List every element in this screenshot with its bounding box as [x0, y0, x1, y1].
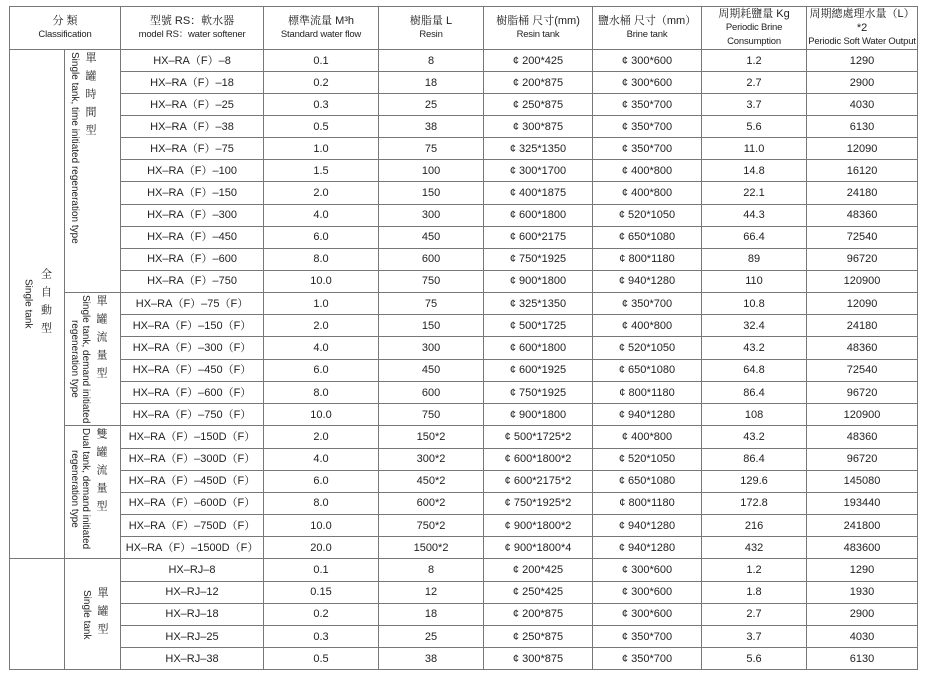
header-label-zh: 鹽水桶 尺寸（mm）	[597, 15, 697, 27]
table-row	[10, 248, 918, 270]
brine-tank-cell: ¢ 520*1050	[593, 204, 702, 226]
model-cell: HX–RA（F）–1500D（F）	[121, 537, 264, 559]
flow-cell: 10.0	[264, 404, 379, 426]
resin-tank-cell: ¢ 600*1800	[484, 204, 593, 226]
brine-tank-cell: ¢ 300*600	[593, 603, 702, 625]
brine-tank-cell: ¢ 300*600	[593, 559, 702, 581]
resin-tank-cell: ¢ 600*1800	[484, 337, 593, 359]
header-label-en: Resin tank	[516, 29, 560, 40]
table-row	[10, 603, 918, 625]
header-label-en: model RS：water softener	[138, 29, 246, 40]
brine-consumption-cell: 86.4	[702, 448, 807, 470]
resin-cell: 450	[379, 226, 484, 248]
output-cell: 24180	[807, 182, 918, 204]
resin-tank-cell: ¢ 250*425	[484, 581, 593, 603]
flow-cell: 4.0	[264, 337, 379, 359]
flow-cell: 8.0	[264, 381, 379, 403]
resin-tank-cell: ¢ 600*2175*2	[484, 470, 593, 492]
resin-tank-cell: ¢ 600*1800*2	[484, 448, 593, 470]
resin-cell: 300*2	[379, 448, 484, 470]
flow-cell: 0.2	[264, 603, 379, 625]
resin-cell: 8	[379, 559, 484, 581]
subgroup-label-zh: 單罐時間型	[84, 52, 96, 142]
resin-cell: 8	[379, 50, 484, 72]
brine-tank-cell: ¢ 400*800	[593, 315, 702, 337]
brine-consumption-cell: 66.4	[702, 226, 807, 248]
brine-tank-cell: ¢ 940*1280	[593, 537, 702, 559]
table-row	[10, 293, 918, 315]
brine-consumption-cell: 172.8	[702, 492, 807, 514]
resin-cell: 18	[379, 72, 484, 94]
brine-consumption-cell: 2.7	[702, 72, 807, 94]
output-cell: 1930	[807, 581, 918, 603]
header-label-zh: 分 類	[52, 15, 78, 27]
output-cell: 193440	[807, 492, 918, 514]
brine-consumption-cell: 1.2	[702, 50, 807, 72]
model-cell: HX–RJ–12	[121, 581, 264, 603]
header-flow	[264, 7, 379, 50]
resin-cell: 38	[379, 648, 484, 670]
model-cell: HX–RA（F）–150	[121, 182, 264, 204]
brine-consumption-cell: 10.8	[702, 293, 807, 315]
table-row	[10, 116, 918, 138]
brine-tank-cell: ¢ 520*1050	[593, 448, 702, 470]
resin-tank-cell: ¢ 325*1350	[484, 138, 593, 160]
flow-cell: 6.0	[264, 470, 379, 492]
flow-cell: 1.5	[264, 160, 379, 182]
flow-cell: 8.0	[264, 248, 379, 270]
resin-cell: 450*2	[379, 470, 484, 492]
brine-consumption-cell: 1.2	[702, 559, 807, 581]
table-row	[10, 337, 918, 359]
model-cell: HX–RJ–25	[121, 625, 264, 647]
flow-cell: 2.0	[264, 426, 379, 448]
model-cell: HX–RA（F）–450	[121, 226, 264, 248]
output-cell: 72540	[807, 359, 918, 381]
output-cell: 96720	[807, 448, 918, 470]
header-label-en: Brine tank	[626, 29, 668, 40]
table-row	[10, 492, 918, 514]
header-brine-consumption	[702, 7, 807, 50]
output-cell: 4030	[807, 94, 918, 116]
flow-cell: 0.15	[264, 581, 379, 603]
subgroup-label-en: Single tank, time initiated regeneration type	[69, 52, 80, 244]
table-row	[10, 226, 918, 248]
output-cell: 48360	[807, 426, 918, 448]
flow-cell: 4.0	[264, 204, 379, 226]
model-cell: HX–RA（F）–450D（F）	[121, 470, 264, 492]
model-cell: HX–RA（F）–100	[121, 160, 264, 182]
header-label-en: Resin	[419, 29, 443, 40]
flow-cell: 1.0	[264, 293, 379, 315]
table-row	[10, 270, 918, 292]
resin-cell: 25	[379, 625, 484, 647]
subgroup-label-zh: 雙罐流量型	[95, 428, 107, 519]
model-cell: HX–RA（F）–25	[121, 94, 264, 116]
main-group-cell	[10, 50, 65, 559]
model-cell: HX–RA（F）–600	[121, 248, 264, 270]
resin-tank-cell: ¢ 300*875	[484, 116, 593, 138]
brine-consumption-cell: 3.7	[702, 94, 807, 116]
resin-tank-cell: ¢ 200*425	[484, 559, 593, 581]
spec-table	[9, 6, 918, 670]
output-cell: 1290	[807, 50, 918, 72]
brine-tank-cell: ¢ 350*700	[593, 116, 702, 138]
resin-tank-cell: ¢ 200*875	[484, 603, 593, 625]
flow-cell: 0.5	[264, 648, 379, 670]
resin-cell: 450	[379, 359, 484, 381]
flow-cell: 6.0	[264, 226, 379, 248]
brine-consumption-cell: 14.8	[702, 160, 807, 182]
flow-cell: 0.2	[264, 72, 379, 94]
resin-tank-cell: ¢ 900*1800	[484, 404, 593, 426]
output-cell: 2900	[807, 72, 918, 94]
brine-consumption-cell: 44.3	[702, 204, 807, 226]
output-cell: 2900	[807, 603, 918, 625]
output-cell: 16120	[807, 160, 918, 182]
flow-cell: 0.3	[264, 625, 379, 647]
table-row	[10, 182, 918, 204]
header-label-en: Classification	[38, 29, 92, 40]
resin-cell: 750	[379, 404, 484, 426]
resin-tank-cell: ¢ 600*1925	[484, 359, 593, 381]
output-cell: 72540	[807, 226, 918, 248]
brine-consumption-cell: 108	[702, 404, 807, 426]
table-row	[10, 94, 918, 116]
brine-consumption-cell: 64.8	[702, 359, 807, 381]
header-label-zh: 周期總處理水量（L）*2	[809, 8, 915, 34]
model-cell: HX–RA（F）–75	[121, 138, 264, 160]
resin-cell: 600*2	[379, 492, 484, 514]
header-brine-tank	[593, 7, 702, 50]
table-row	[10, 559, 918, 581]
resin-tank-cell: ¢ 750*1925*2	[484, 492, 593, 514]
output-cell: 4030	[807, 625, 918, 647]
flow-cell: 10.0	[264, 515, 379, 537]
model-cell: HX–RA（F）–750D（F）	[121, 515, 264, 537]
model-cell: HX–RA（F）–150（F）	[121, 315, 264, 337]
resin-tank-cell: ¢ 400*1875	[484, 182, 593, 204]
resin-cell: 12	[379, 581, 484, 603]
resin-cell: 600	[379, 381, 484, 403]
model-cell: HX–RA（F）–450（F）	[121, 359, 264, 381]
table-row	[10, 448, 918, 470]
header-label-zh: 標準流量 M³h	[288, 15, 355, 27]
brine-consumption-cell: 3.7	[702, 625, 807, 647]
flow-cell: 0.1	[264, 50, 379, 72]
main-group-label-en: Single tank	[22, 279, 34, 329]
main-group-label-zh: 全自動型	[39, 268, 52, 341]
resin-tank-cell: ¢ 900*1800*4	[484, 537, 593, 559]
flow-cell: 2.0	[264, 182, 379, 204]
brine-consumption-cell: 110	[702, 270, 807, 292]
table-row	[10, 515, 918, 537]
resin-cell: 600	[379, 248, 484, 270]
resin-tank-cell: ¢ 750*1925	[484, 381, 593, 403]
output-cell: 145080	[807, 470, 918, 492]
brine-consumption-cell: 43.2	[702, 337, 807, 359]
subgroup-cell	[65, 50, 121, 293]
flow-cell: 2.0	[264, 315, 379, 337]
output-cell: 120900	[807, 270, 918, 292]
brine-tank-cell: ¢ 400*800	[593, 426, 702, 448]
brine-tank-cell: ¢ 400*800	[593, 182, 702, 204]
resin-tank-cell: ¢ 325*1350	[484, 293, 593, 315]
output-cell: 12090	[807, 293, 918, 315]
model-cell: HX–RA（F）–38	[121, 116, 264, 138]
brine-tank-cell: ¢ 650*1080	[593, 226, 702, 248]
subgroup-cell	[65, 559, 121, 670]
table-body	[10, 50, 918, 670]
brine-consumption-cell: 5.6	[702, 648, 807, 670]
model-cell: HX–RA（F）–8	[121, 50, 264, 72]
resin-cell: 300	[379, 337, 484, 359]
table-row	[10, 625, 918, 647]
resin-tank-cell: ¢ 200*875	[484, 72, 593, 94]
table-row	[10, 537, 918, 559]
subgroup-label-en: Single tank, demand initiated regeneration type	[69, 295, 91, 424]
header-label-zh: 型號 RS：軟水器	[149, 15, 235, 27]
brine-tank-cell: ¢ 650*1080	[593, 470, 702, 492]
model-cell: HX–RA（F）–150D（F）	[121, 426, 264, 448]
table-row	[10, 470, 918, 492]
header-model	[121, 7, 264, 50]
header-label-en: Standard water flow	[280, 29, 362, 40]
resin-cell: 750	[379, 270, 484, 292]
resin-tank-cell: ¢ 200*425	[484, 50, 593, 72]
table-row	[10, 404, 918, 426]
output-cell: 120900	[807, 404, 918, 426]
flow-cell: 8.0	[264, 492, 379, 514]
brine-tank-cell: ¢ 300*600	[593, 72, 702, 94]
brine-tank-cell: ¢ 350*700	[593, 625, 702, 647]
resin-tank-cell: ¢ 250*875	[484, 94, 593, 116]
resin-cell: 75	[379, 293, 484, 315]
main-group-cell-blank	[10, 559, 65, 670]
resin-tank-cell: ¢ 900*1800*2	[484, 515, 593, 537]
brine-consumption-cell: 1.8	[702, 581, 807, 603]
subgroup-label-en: Single tank	[81, 589, 92, 640]
resin-cell: 750*2	[379, 515, 484, 537]
brine-consumption-cell: 89	[702, 248, 807, 270]
output-cell: 1290	[807, 559, 918, 581]
resin-cell: 38	[379, 116, 484, 138]
resin-tank-cell: ¢ 600*2175	[484, 226, 593, 248]
resin-tank-cell: ¢ 750*1925	[484, 248, 593, 270]
header-resin-tank	[484, 7, 593, 50]
model-cell: HX–RA（F）–600D（F）	[121, 492, 264, 514]
model-cell: HX–RA（F）–75（F）	[121, 293, 264, 315]
brine-consumption-cell: 2.7	[702, 603, 807, 625]
header-row	[10, 7, 918, 50]
output-cell: 48360	[807, 204, 918, 226]
resin-tank-cell: ¢ 500*1725*2	[484, 426, 593, 448]
brine-consumption-cell: 129.6	[702, 470, 807, 492]
table-row	[10, 359, 918, 381]
flow-cell: 10.0	[264, 270, 379, 292]
header-resin	[379, 7, 484, 50]
model-cell: HX–RA（F）–18	[121, 72, 264, 94]
subgroup-label-en: Dual tank, demand initiated regeneration type	[69, 428, 91, 550]
brine-tank-cell: ¢ 350*700	[593, 648, 702, 670]
output-cell: 48360	[807, 337, 918, 359]
header-label-zh: 樹脂桶 尺寸(mm)	[496, 15, 580, 27]
flow-cell: 4.0	[264, 448, 379, 470]
brine-consumption-cell: 216	[702, 515, 807, 537]
output-cell: 24180	[807, 315, 918, 337]
brine-consumption-cell: 86.4	[702, 381, 807, 403]
output-cell: 241800	[807, 515, 918, 537]
table-row	[10, 72, 918, 94]
brine-consumption-cell: 432	[702, 537, 807, 559]
model-cell: HX–RJ–8	[121, 559, 264, 581]
flow-cell: 6.0	[264, 359, 379, 381]
output-cell: 6130	[807, 648, 918, 670]
brine-tank-cell: ¢ 940*1280	[593, 515, 702, 537]
resin-cell: 100	[379, 160, 484, 182]
resin-cell: 25	[379, 94, 484, 116]
brine-tank-cell: ¢ 800*1180	[593, 492, 702, 514]
table-row	[10, 381, 918, 403]
output-cell: 483600	[807, 537, 918, 559]
brine-consumption-cell: 5.6	[702, 116, 807, 138]
output-cell: 12090	[807, 138, 918, 160]
brine-tank-cell: ¢ 940*1280	[593, 270, 702, 292]
flow-cell: 1.0	[264, 138, 379, 160]
resin-cell: 150	[379, 182, 484, 204]
flow-cell: 20.0	[264, 537, 379, 559]
resin-tank-cell: ¢ 900*1800	[484, 270, 593, 292]
brine-tank-cell: ¢ 800*1180	[593, 381, 702, 403]
table-row	[10, 160, 918, 182]
model-cell: HX–RA（F）–750	[121, 270, 264, 292]
flow-cell: 0.3	[264, 94, 379, 116]
subgroup-cell	[65, 426, 121, 559]
resin-tank-cell: ¢ 300*875	[484, 648, 593, 670]
brine-tank-cell: ¢ 940*1280	[593, 404, 702, 426]
header-label-zh: 樹脂量 L	[409, 15, 453, 27]
brine-tank-cell: ¢ 650*1080	[593, 359, 702, 381]
resin-cell: 150*2	[379, 426, 484, 448]
resin-cell: 75	[379, 138, 484, 160]
header-label-en: Periodic Brine Consumption	[725, 22, 783, 47]
flow-cell: 0.1	[264, 559, 379, 581]
brine-tank-cell: ¢ 350*700	[593, 94, 702, 116]
flow-cell: 0.5	[264, 116, 379, 138]
table-row	[10, 204, 918, 226]
brine-tank-cell: ¢ 400*800	[593, 160, 702, 182]
subgroup-label-zh: 單罐流量型	[95, 295, 107, 385]
resin-tank-cell: ¢ 500*1725	[484, 315, 593, 337]
model-cell: HX–RA（F）–750（F）	[121, 404, 264, 426]
table-row	[10, 426, 918, 448]
header-label-en: Periodic Soft Water Output	[808, 36, 916, 47]
resin-tank-cell: ¢ 300*1700	[484, 160, 593, 182]
header-label-zh: 周期耗鹽量 Kg	[718, 8, 790, 20]
table-row	[10, 581, 918, 603]
brine-consumption-cell: 11.0	[702, 138, 807, 160]
table-row	[10, 50, 918, 72]
output-cell: 96720	[807, 381, 918, 403]
model-cell: HX–RJ–38	[121, 648, 264, 670]
header-classification	[10, 7, 121, 50]
brine-tank-cell: ¢ 350*700	[593, 293, 702, 315]
model-cell: HX–RA（F）–300	[121, 204, 264, 226]
table-row	[10, 648, 918, 670]
brine-tank-cell: ¢ 350*700	[593, 138, 702, 160]
resin-cell: 1500*2	[379, 537, 484, 559]
resin-cell: 300	[379, 204, 484, 226]
header-soft-water-output	[807, 7, 918, 50]
model-cell: HX–RJ–18	[121, 603, 264, 625]
model-cell: HX–RA（F）–300（F）	[121, 337, 264, 359]
brine-tank-cell: ¢ 300*600	[593, 581, 702, 603]
brine-tank-cell: ¢ 800*1180	[593, 248, 702, 270]
resin-cell: 18	[379, 603, 484, 625]
brine-tank-cell: ¢ 300*600	[593, 50, 702, 72]
brine-tank-cell: ¢ 520*1050	[593, 337, 702, 359]
brine-consumption-cell: 22.1	[702, 182, 807, 204]
resin-tank-cell: ¢ 250*875	[484, 625, 593, 647]
subgroup-cell	[65, 293, 121, 426]
table-row	[10, 315, 918, 337]
table-row	[10, 138, 918, 160]
output-cell: 96720	[807, 248, 918, 270]
model-cell: HX–RA（F）–600（F）	[121, 381, 264, 403]
output-cell: 6130	[807, 116, 918, 138]
brine-consumption-cell: 43.2	[702, 426, 807, 448]
subgroup-label-zh: 單罐型	[96, 587, 108, 642]
model-cell: HX–RA（F）–300D（F）	[121, 448, 264, 470]
brine-consumption-cell: 32.4	[702, 315, 807, 337]
resin-cell: 150	[379, 315, 484, 337]
